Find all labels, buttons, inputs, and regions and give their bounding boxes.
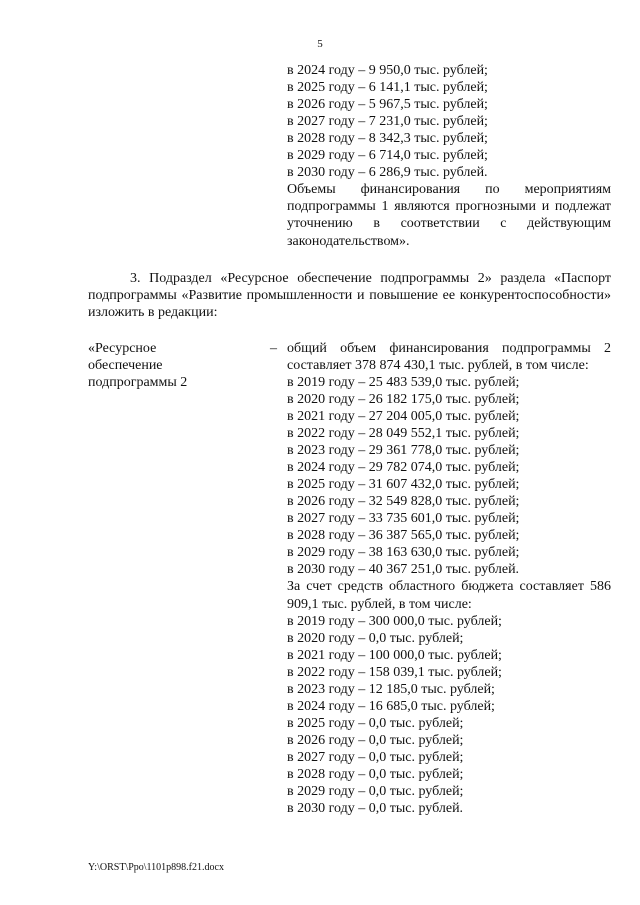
amendment-paragraph-3: 3. Подраздел «Ресурсное обеспечение подпрограммы 2» раздела «Паспорт подпрограммы «Развитие промышленности и повышение ее конкурентоспособности» изложить в редакции: <box>88 271 611 320</box>
resource-label-line: обеспечение <box>88 358 163 373</box>
total-year-line: в 2026 году – 32 549 828,0 тыс. рублей; <box>287 494 520 510</box>
total-year-line: в 2023 году – 29 361 778,0 тыс. рублей; <box>287 443 520 459</box>
total-year-line: в 2030 году – 40 367 251,0 тыс. рублей. <box>287 562 520 578</box>
top-financing-block <box>287 62 611 250</box>
year-line: в 2028 году – 8 342,3 тыс. рублей; <box>287 131 488 146</box>
total-year-line: в 2029 году – 38 163 630,0 тыс. рублей; <box>287 545 520 561</box>
total-year-line: в 2028 году – 36 387 565,0 тыс. рублей; <box>287 528 520 544</box>
regional-year-line: в 2020 году – 0,0 тыс. рублей; <box>287 630 464 646</box>
regional-budget-text: За счет средств областного бюджета составляет 586 909,1 тыс. рублей, в том числе: <box>287 579 611 612</box>
resource-label-line: «Ресурсное <box>88 341 157 356</box>
regional-year-line: в 2021 году – 100 000,0 тыс. рублей; <box>287 647 502 663</box>
regional-year-line: в 2024 году – 16 685,0 тыс. рублей; <box>287 698 495 714</box>
year-line: в 2029 году – 6 714,0 тыс. рублей; <box>287 148 488 163</box>
regional-year-line: в 2028 году – 0,0 тыс. рублей; <box>287 766 464 782</box>
total-year-line: в 2019 году – 25 483 539,0 тыс. рублей; <box>287 375 520 391</box>
regional-year-line: в 2019 году – 300 000,0 тыс. рублей; <box>287 613 502 629</box>
total-financing-text: общий объем финансирования подпрограммы 2 составляет 378 874 430,1 тыс. рублей, в том числе: <box>287 341 611 374</box>
regional-year-line: в 2027 году – 0,0 тыс. рублей; <box>287 749 464 765</box>
resource-label-line: подпрограммы 2 <box>88 375 188 390</box>
year-line: в 2025 году – 6 141,1 тыс. рублей; <box>287 80 488 95</box>
label-dash: – <box>270 341 277 356</box>
resource-label <box>88 340 218 391</box>
year-line: в 2030 году – 6 286,9 тыс. рублей. <box>287 165 488 180</box>
regional-year-line: в 2025 году – 0,0 тыс. рублей; <box>287 715 464 731</box>
forecast-note: Объемы финансирования по мероприятиям подпрограммы 1 являются прогнозными и подлежат уточнению в соответствии с действующим законодательством». <box>287 182 611 249</box>
file-path-footer: Y:\ORST\Ppo\1101p898.f21.docx <box>88 862 224 873</box>
regional-year-line: в 2030 году – 0,0 тыс. рублей. <box>287 800 464 816</box>
regional-year-line: в 2022 году – 158 039,1 тыс. рублей; <box>287 664 502 680</box>
year-line: в 2027 году – 7 231,0 тыс. рублей; <box>287 114 488 129</box>
year-line: в 2026 году – 5 967,5 тыс. рублей; <box>287 97 488 112</box>
total-year-line: в 2021 году – 27 204 005,0 тыс. рублей; <box>287 409 520 425</box>
page-number: 5 <box>317 38 323 50</box>
total-year-line: в 2020 году – 26 182 175,0 тыс. рублей; <box>287 392 520 408</box>
total-year-line: в 2025 году – 31 607 432,0 тыс. рублей; <box>287 477 520 493</box>
year-line: в 2024 году – 9 950,0 тыс. рублей; <box>287 63 488 78</box>
regional-year-line: в 2026 году – 0,0 тыс. рублей; <box>287 732 464 748</box>
total-year-line: в 2022 году – 28 049 552,1 тыс. рублей; <box>287 426 520 442</box>
regional-year-line: в 2023 году – 12 185,0 тыс. рублей; <box>287 681 495 697</box>
total-year-line: в 2027 году – 33 735 601,0 тыс. рублей; <box>287 511 520 527</box>
regional-year-line: в 2029 году – 0,0 тыс. рублей; <box>287 783 464 799</box>
total-year-line: в 2024 году – 29 782 074,0 тыс. рублей; <box>287 460 520 476</box>
resource-financing-block <box>287 340 611 817</box>
